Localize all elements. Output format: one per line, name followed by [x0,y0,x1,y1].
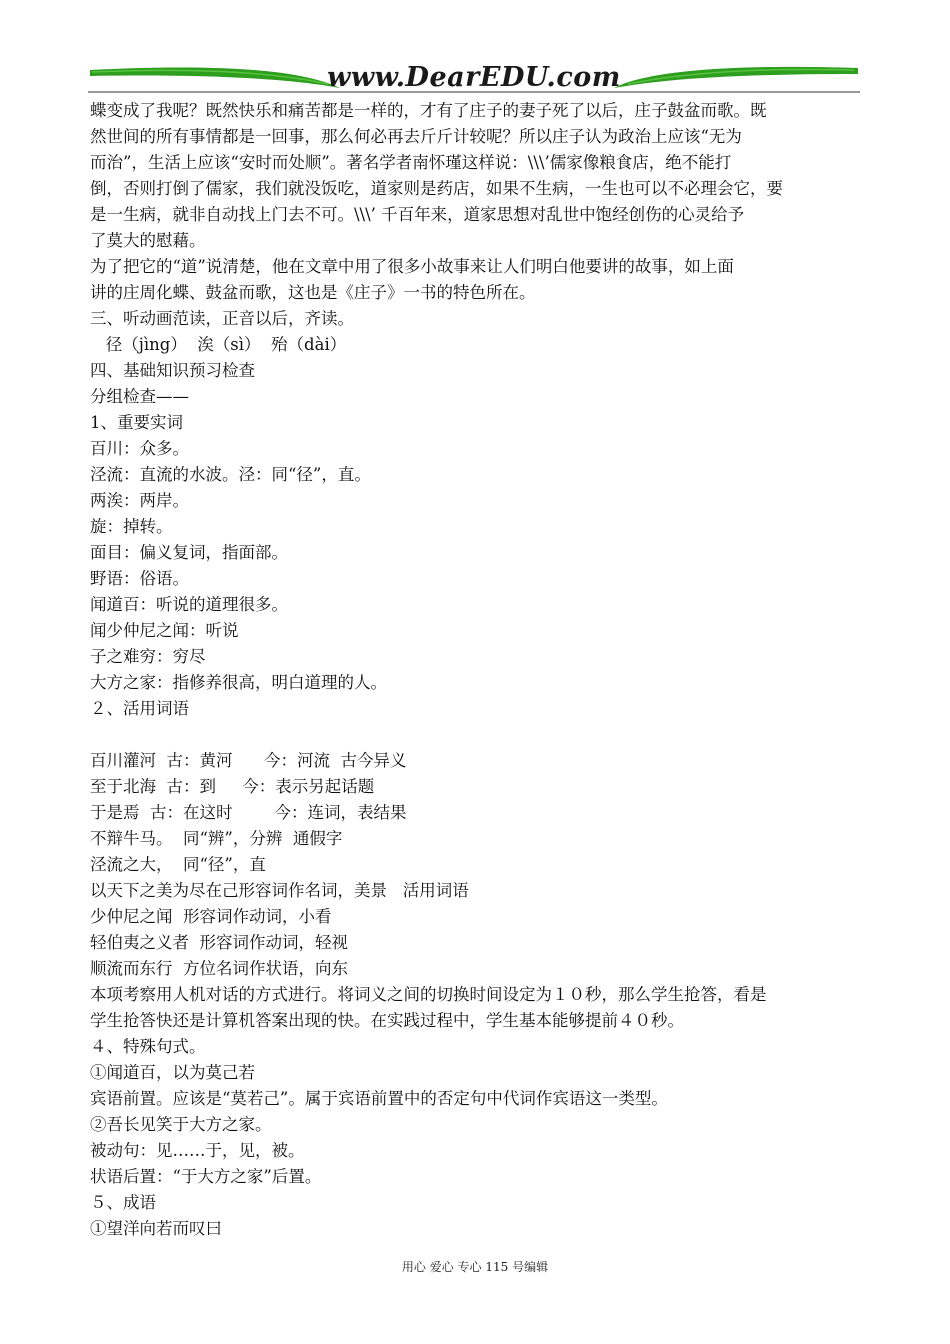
text-line: ２、活用词语 [90,699,189,718]
text-line: ②吾长见笑于大方之家。 [90,1115,272,1134]
text-line: 野语：俗语。 [90,569,189,588]
text-line: 少仲尼之闻 形容词作动词，小看 [90,907,332,926]
text-line: 1、重要实词 [90,413,183,432]
text-line: 径（jìng） 涘（sì） 殆（dài） [90,335,347,354]
text-line: 至于北海 古：到 今：表示另起话题 [90,777,375,796]
text-line: ４、特殊句式。 [90,1037,206,1056]
text-line: 大方之家：指修养很高，明白道理的人。 [90,673,387,692]
text-line: 旋：掉转。 [90,517,173,536]
text-line: 为了把它的“道”说清楚，他在文章中用了很多小故事来让人们明白他要讲的故事，如上面 [90,257,734,276]
text-line: 不辩牛马。 同“辨”，分辨 通假字 [90,829,343,848]
text-line [90,722,865,748]
text-line: 三、听动画范读，正音以后，齐读。 [90,309,354,328]
text-line: 四、基础知识预习检查 [90,361,255,380]
text-line: 宾语前置。应该是“莫若己”。属于宾语前置中的否定句中代词作宾语这一类型。 [90,1089,668,1108]
text-line: ５、成语 [90,1193,156,1212]
text-line: 然世间的所有事情都是一回事，那么何必再去斤斤计较呢？所以庄子认为政治上应该“无为 [90,127,742,146]
text-line: 闻少仲尼之闻：听说 [90,621,239,640]
text-line: 而治”，生活上应该“安时而处顺”。著名学者南怀瑾这样说：\\\’儒家像粮食店，绝不能打 [90,153,732,172]
text-line: 分组检查—— [90,387,189,406]
text-line: 面目：偏义复词，指面部。 [90,543,288,562]
text-line: ①闻道百，以为莫己若 [90,1063,255,1082]
text-line: 学生抢答快还是计算机答案出现的快。在实践过程中，学生基本能够提前４０秒。 [90,1011,684,1030]
text-line: 百川灌河 古：黄河 今：河流 古今异义 [90,751,407,770]
site-logo-text: www.DearEDU.com [327,62,621,93]
text-line: 了莫大的慰藉。 [90,231,206,250]
text-line: 泾流之大， 同“径”，直 [90,855,266,874]
page-header [88,58,860,98]
text-line: 两涘：两岸。 [90,491,189,510]
text-line: 被动句：见……于，见，被。 [90,1141,305,1160]
text-line: ①望洋向若而叹曰 [90,1219,222,1238]
text-line: 倒，否则打倒了儒家，我们就没饭吃，道家则是药店，如果不生病，一生也可以不必理会它，要 [90,179,783,198]
text-line: 泾流：直流的水波。泾：同“径”，直。 [90,465,371,484]
text-line: 本项考察用人机对话的方式进行。将词义之间的切换时间设定为１０秒，那么学生抢答，看是 [90,985,767,1004]
document-body [90,98,865,1242]
text-line: 顺流而东行 方位名词作状语，向东 [90,959,348,978]
text-line: 以天下之美为尽在己形容词作名词，美景 活用词语 [90,881,469,900]
text-line: 轻伯夷之义者 形容词作动词，轻视 [90,933,348,952]
text-line: 是一生病，就非自动找上门去不可。\\\’ 千百年来，道家思想对乱世中饱经创伤的心灵给予 [90,205,745,224]
text-line: 百川：众多。 [90,439,189,458]
text-line: 蝶变成了我呢？既然快乐和痛苦都是一样的，才有了庄子的妻子死了以后，庄子鼓盆而歌。既 [90,101,767,120]
text-line: 闻道百：听说的道理很多。 [90,595,288,614]
text-line: 状语后置：“于大方之家”后置。 [90,1167,322,1186]
text-line: 于是焉 古：在这时 今：连词，表结果 [90,803,407,822]
page-footer: 用心 爱心 专心 115 号编辑 [401,1260,549,1274]
text-line: 讲的庄周化蝶、鼓盆而歌，这也是《庄子》一书的特色所在。 [90,283,536,302]
text-line: 子之难穷：穷尽 [90,647,206,666]
